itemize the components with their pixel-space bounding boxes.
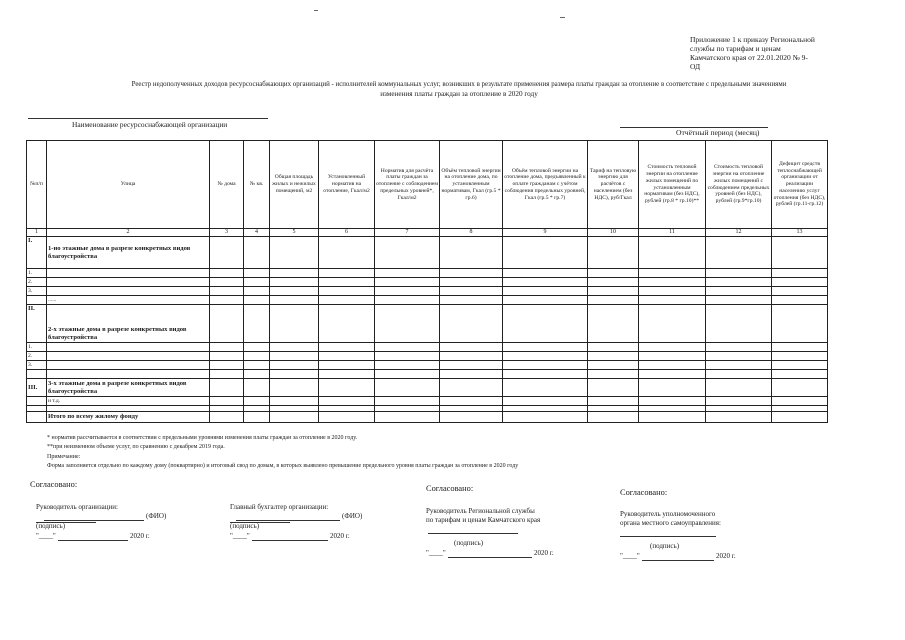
rst-line-2: по тарифам и ценам Камчатского края: [426, 515, 541, 524]
date-prefix: "____": [426, 548, 446, 557]
date-field[interactable]: [448, 557, 532, 558]
rst-head-block: [426, 507, 601, 559]
col-number: 4: [244, 229, 270, 237]
municipal-head-block: [620, 510, 795, 562]
col-number: 6: [319, 229, 375, 237]
note-text: Форма заполняется отдельно по каждому дому (поквартирно) и итоговый свод по домам, в которых выявлено превышение предельного уровня платы граждан за отопление в 2020 году: [47, 462, 519, 469]
org-name-label: Наименование ресурсоснабжающей организации: [72, 120, 228, 129]
section-number: III.: [27, 379, 47, 397]
date-suffix: 2020 г.: [130, 531, 150, 540]
org-name-field[interactable]: [28, 117, 268, 119]
appendix-line: ОД: [690, 62, 701, 71]
col-header: Объём тепловой энергии на отопление дома, предъявленный к оплате гражданам с учётом соблюдения предельных уровней, Гкал (гр.5 * гр.7): [503, 141, 588, 229]
col-number: 3: [210, 229, 244, 237]
fio-field[interactable]: [44, 520, 144, 521]
table-row: [27, 287, 828, 296]
col-number: 7: [375, 229, 440, 237]
date-prefix: "____": [620, 551, 640, 560]
signature-field[interactable]: [428, 533, 518, 534]
head-org-label: Руководитель организации:: [36, 503, 118, 511]
col-number: 9: [503, 229, 588, 237]
data-cell[interactable]: [47, 269, 210, 278]
sign-label: (подпись): [36, 521, 66, 530]
appendix-line: службы по тарифам и ценам: [690, 44, 781, 53]
appendix-block: [690, 35, 890, 71]
footnote-2: **при неизменном объеме услуг, по сравнению с декабрем 2019 года.: [47, 444, 225, 451]
col-number: 12: [706, 229, 772, 237]
col-header: Дефицит средств теплоснабжающей организации от реализации населению услуг отопления (без НДС), рублей (гр.11-гр.12): [772, 141, 828, 229]
document-title: [28, 81, 890, 99]
appendix-line: Приложение 1 к приказу Региональной: [690, 35, 815, 44]
head-org-block: [36, 503, 211, 542]
date-field[interactable]: [58, 540, 128, 541]
col-header: № кв.: [244, 141, 270, 229]
appendix-line: Камчатского края от 22.01.2020 № 9-: [690, 53, 808, 62]
table-row: [27, 397, 828, 406]
sign-label: (подпись): [454, 538, 484, 547]
table-row: [27, 269, 828, 278]
table-row: [27, 278, 828, 287]
date-field[interactable]: [252, 540, 328, 541]
col-header: Норматив для расчёта платы граждан за отопление с соблюдением предельных уровней*, Гкал/м2: [375, 141, 440, 229]
section-row: [27, 305, 828, 343]
data-cell[interactable]: [47, 278, 210, 287]
column-number-row: [27, 229, 828, 237]
total-row: [27, 412, 828, 423]
section-number: I.: [27, 237, 47, 269]
agreed-heading-mid: Согласовано:: [426, 484, 474, 493]
col-header: Стоимость тепловой энергии на отопление жилых помещений с соблюдением предельных уровней (без НДС), рублей (гр.9*гр.10): [706, 141, 772, 229]
sign-label: (подпись): [650, 541, 680, 550]
section-title: 1-но этажные дома в разрезе конкретных видов благоустройства: [47, 237, 210, 269]
row-number: 2.: [27, 352, 47, 361]
data-cell[interactable]: [47, 343, 210, 352]
mun-line-2: органа местного самоуправления:: [620, 518, 721, 527]
chief-accountant-block: [230, 503, 405, 542]
table-row: [27, 352, 828, 361]
chief-accountant-label: Главный бухгалтер организации:: [230, 503, 329, 511]
table-row: [27, 361, 828, 370]
section-row: [27, 379, 828, 397]
col-number: 10: [588, 229, 639, 237]
rst-line-1: Руководитель Региональной службы: [426, 507, 535, 515]
note-heading: Примечание:: [47, 453, 81, 460]
period-label: Отчётный период (месяц): [676, 128, 760, 137]
row-number: 1.: [27, 269, 47, 278]
col-number: 5: [270, 229, 319, 237]
total-label: Итого по всему жилому фонду: [47, 412, 210, 423]
register-table: [26, 140, 828, 423]
section-title: 2-х этажные дома в разрезе конкретных видов благоустройства: [47, 305, 210, 343]
date-suffix: 2020 г.: [534, 548, 554, 557]
row-number: 1.: [27, 343, 47, 352]
fio-label: (ФИО): [146, 511, 167, 520]
data-cell[interactable]: [47, 370, 210, 379]
sign-label: (подпись): [230, 521, 260, 530]
notes-block: [47, 434, 807, 471]
title-line-2: изменения платы граждан за отопление в 2020 году: [380, 89, 538, 98]
data-cell[interactable]: [47, 361, 210, 370]
ellipsis-cell: ......: [47, 296, 210, 305]
fio-field[interactable]: [236, 520, 340, 521]
date-field[interactable]: [642, 560, 714, 561]
fio-label: (ФИО): [342, 511, 363, 520]
date-suffix: 2020 г.: [330, 531, 350, 540]
agreed-heading-right: Согласовано:: [620, 488, 668, 497]
table-row: [27, 343, 828, 352]
section-row: [27, 237, 828, 269]
col-number: 8: [440, 229, 503, 237]
row-number: 2.: [27, 278, 47, 287]
scan-speck: [560, 17, 565, 18]
section-number: II.: [27, 305, 47, 343]
col-header: Общая площадь жилых и нежилых помещений, м2: [270, 141, 319, 229]
col-number: 13: [772, 229, 828, 237]
signature-field[interactable]: [620, 536, 716, 537]
col-header: №п/п: [27, 141, 47, 229]
row-number: 3.: [27, 361, 47, 370]
date-suffix: 2020 г.: [716, 551, 736, 560]
title-line-1: Реестр недополученных доходов ресурсоснабжающих организаций - исполнителей коммунальных услуг, возникших в результате применения размера платы граждан за отопление в соответствие с предельными значениями: [131, 81, 787, 88]
header-row: [27, 141, 828, 229]
col-header: Стоимость тепловой энергии на отопление жилых помещений по установленным нормативам (без НДС), рублей (гр.8 * гр.10)**: [639, 141, 706, 229]
date-prefix: "____": [230, 531, 250, 540]
date-prefix: "____": [36, 531, 56, 540]
scan-speck: [314, 10, 318, 11]
col-header: Улица: [47, 141, 210, 229]
row-number: 3.: [27, 287, 47, 296]
table-row: [27, 370, 828, 379]
col-number: 2: [47, 229, 210, 237]
table-row: [27, 296, 828, 305]
section-title: 3-х этажные дома в разрезе конкретных видов благоустройства: [47, 379, 210, 397]
col-header: Установленный норматив на отопление, Гкал/м2: [319, 141, 375, 229]
col-header: Тариф на тепловую энергию для расчётов с населением (без НДС), руб/Гкал: [588, 141, 639, 229]
data-cell[interactable]: [47, 287, 210, 296]
mun-line-1: Руководитель уполномоченного: [620, 510, 716, 518]
col-number: 11: [639, 229, 706, 237]
col-header: № дома: [210, 141, 244, 229]
col-number: 1: [27, 229, 47, 237]
col-header: Объём тепловой энергии на отопление дома, по установленным нормативам, Гкал (гр.5 * гр.6): [440, 141, 503, 229]
data-cell[interactable]: [47, 352, 210, 361]
agreed-heading-left: Согласовано:: [30, 480, 78, 489]
etc-cell: и т.д.: [47, 397, 210, 406]
footnote-1: * норматив рассчитывается в соответствии с предельными уровнями изменения платы граждан за отопление в 2020 году.: [47, 435, 358, 441]
